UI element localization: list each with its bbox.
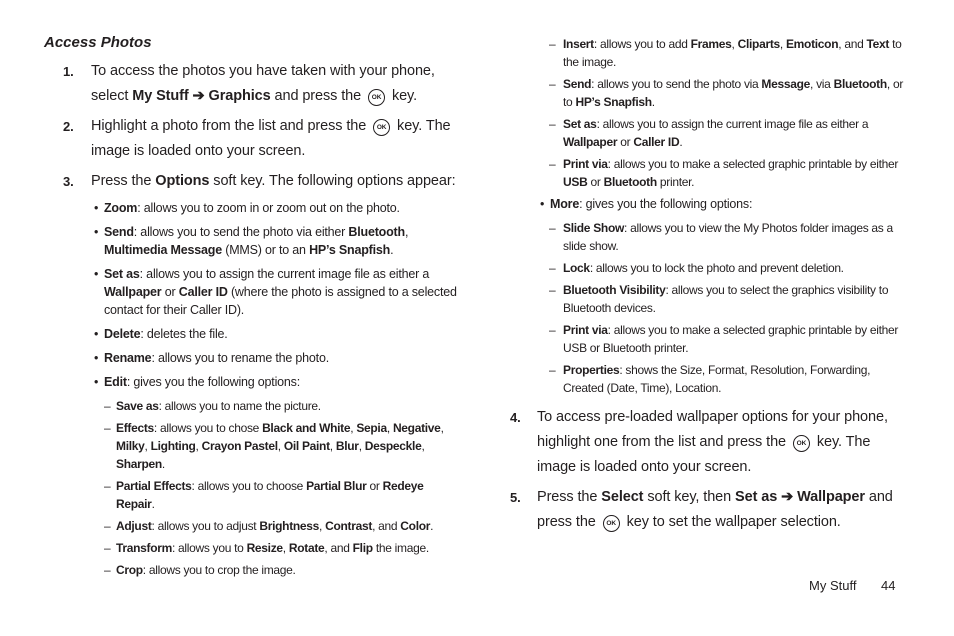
step-2: [44, 114, 464, 164]
option-desc: .: [679, 135, 683, 149]
option-value: Despeckle: [364, 439, 422, 453]
dash-icon: –: [549, 221, 556, 235]
option-desc: : gives you the following options:: [579, 197, 753, 211]
dash-icon: –: [104, 399, 111, 413]
option-desc: : allows you to: [171, 541, 247, 555]
menu-name: My Stuff: [132, 88, 189, 104]
option-value: Sepia: [356, 421, 387, 435]
menu-name: Graphics: [208, 88, 271, 104]
list-item-properties: [549, 361, 905, 397]
list-item-send: [549, 75, 905, 111]
list-item-transform: [104, 539, 464, 557]
option-value: Oil Paint: [283, 439, 330, 453]
ok-key-icon: OK: [603, 515, 620, 532]
option-desc: : allows you to crop the image.: [142, 563, 296, 577]
dash-icon: –: [549, 37, 556, 51]
menu-name: Set as: [735, 489, 778, 505]
option-desc: , and: [372, 519, 401, 533]
option-desc: : allows you to select the graphics visibility to Bluetooth devices.: [563, 283, 889, 315]
option-desc: : allows you to add: [593, 37, 691, 51]
option-name: Lock: [563, 261, 590, 275]
list-item-edit: [94, 373, 464, 391]
step-number: 2.: [63, 119, 74, 134]
softkey-name: Options: [155, 173, 210, 189]
step-number: 5.: [510, 490, 521, 505]
option-value: Emoticon: [785, 37, 839, 51]
dash-icon: –: [549, 363, 556, 377]
option-value: Crayon Pastel: [201, 439, 278, 453]
more-options-list: [510, 219, 905, 397]
option-name: Send: [563, 77, 592, 91]
list-item-send: [94, 223, 464, 259]
option-desc: : allows you to zoom in or zoom out on the photo.: [137, 201, 400, 215]
option-desc: .: [390, 243, 394, 257]
option-value: Sharpen: [116, 457, 162, 471]
option-name: Send: [104, 225, 134, 239]
step-text: key. The image is loaded onto your screen.: [537, 434, 871, 475]
option-desc: ,: [779, 37, 786, 51]
list-item-more: [540, 195, 905, 213]
list-item-lock: [549, 259, 905, 277]
step-1: [44, 59, 464, 109]
option-value: Contrast: [325, 519, 373, 533]
separator: ,: [195, 439, 202, 453]
step-number: 3.: [63, 174, 74, 189]
step-text: soft key. The following options appear:: [209, 173, 456, 189]
option-desc: : gives you the following options:: [126, 375, 300, 389]
option-name: Transform: [116, 541, 172, 555]
option-desc: or: [617, 135, 634, 149]
dash-icon: –: [104, 541, 111, 555]
option-value: Brightness: [259, 519, 320, 533]
option-value: Wallpaper: [563, 135, 618, 149]
option-desc: ,: [404, 225, 409, 239]
step-text: key. The image is loaded onto your screen.: [91, 118, 451, 159]
option-value: Frames: [690, 37, 732, 51]
arrow-icon: ➔: [777, 489, 798, 505]
separator: ,: [144, 439, 151, 453]
edit-options-list: [104, 397, 464, 579]
option-name: Insert: [563, 37, 594, 51]
dash-icon: –: [549, 77, 556, 91]
option-desc: .: [151, 497, 155, 511]
ok-key-icon: OK: [368, 89, 385, 106]
step-text: To access pre-loaded wallpaper options for your phone, highlight one from the list and press the: [537, 409, 888, 450]
option-name: Edit: [104, 375, 127, 389]
option-desc: .: [651, 95, 655, 109]
bullet-icon: •: [94, 375, 99, 389]
option-desc: or: [161, 285, 179, 299]
option-desc: : deletes the file.: [140, 327, 228, 341]
list-item-save-as: [104, 397, 464, 415]
bullet-icon: •: [94, 201, 99, 215]
separator: ,: [386, 421, 393, 435]
separator: ,: [277, 439, 284, 453]
dash-icon: –: [549, 117, 556, 131]
dash-icon: –: [104, 421, 111, 435]
bullet-icon: •: [94, 351, 99, 365]
option-name: Crop: [116, 563, 143, 577]
list-item-set-as: [94, 265, 464, 319]
option-name: Save as: [116, 399, 159, 413]
option-value: HP’s Snapfish: [309, 243, 391, 257]
list-item-insert: [549, 35, 905, 71]
list-item-print-via: [549, 155, 905, 191]
bullet-icon: •: [540, 197, 545, 211]
bullet-icon: •: [94, 267, 99, 281]
option-value: Black and White: [262, 421, 351, 435]
option-desc: , or to: [563, 77, 904, 109]
step-5: [510, 485, 905, 535]
option-value: Cliparts: [737, 37, 780, 51]
option-value: Lighting: [150, 439, 196, 453]
option-desc: : allows you to lock the photo and prevent deletion.: [589, 261, 844, 275]
option-value: Resize: [246, 541, 283, 555]
list-item-delete: [94, 325, 464, 343]
dash-icon: –: [104, 519, 111, 533]
dash-icon: –: [549, 261, 556, 275]
option-desc: : allows you to assign the current image file as either a: [139, 267, 430, 281]
page-number: 44: [881, 578, 896, 593]
option-name: Slide Show: [563, 221, 625, 235]
option-value: Milky: [116, 439, 145, 453]
option-desc: : allows you to adjust: [151, 519, 260, 533]
list-item-set-as: [549, 115, 905, 151]
step-text: Press the: [537, 489, 602, 505]
options-list: [94, 199, 464, 579]
option-desc: the image.: [372, 541, 429, 555]
separator: .: [161, 457, 165, 471]
option-desc: : allows you to chose: [153, 421, 263, 435]
option-desc: : shows the Size, Format, Resolution, Forwarding, Created (Date, Time), Location.: [563, 363, 871, 395]
list-item-partial-effects: [104, 477, 464, 513]
option-desc: or: [366, 479, 383, 493]
option-desc: ,: [282, 541, 289, 555]
option-value: USB: [563, 175, 588, 189]
option-value: Caller ID: [178, 285, 228, 299]
option-value: HP’s Snapfish: [575, 95, 652, 109]
list-item-zoom: [94, 199, 464, 217]
separator: ,: [358, 439, 365, 453]
option-name: More: [550, 197, 580, 211]
separator: ,: [440, 421, 444, 435]
option-name: Effects: [116, 421, 154, 435]
option-desc: ,: [319, 519, 326, 533]
option-desc: : allows you to view the My Photos folder images as a slide show.: [563, 221, 893, 253]
option-value: Bluetooth: [348, 225, 405, 239]
option-name: Set as: [104, 267, 140, 281]
option-value: Bluetooth: [603, 175, 657, 189]
option-value: Bluetooth: [833, 77, 887, 91]
option-desc: : allows you to make a selected graphic printable by either: [607, 157, 899, 171]
option-value: Blur: [335, 439, 359, 453]
option-desc: or: [587, 175, 604, 189]
option-desc: : allows you to choose: [191, 479, 307, 493]
list-item-slide-show: [549, 219, 905, 255]
dash-icon: –: [549, 283, 556, 297]
option-desc: , and: [838, 37, 867, 51]
arrow-icon: ➔: [188, 88, 209, 104]
step-text: key.: [388, 88, 418, 104]
option-desc: : allows you to rename the photo.: [151, 351, 329, 365]
option-value: Caller ID: [633, 135, 680, 149]
option-value: Multimedia Message: [104, 243, 222, 257]
right-column: [510, 35, 905, 540]
option-desc: printer.: [656, 175, 695, 189]
option-value: Flip: [352, 541, 373, 555]
step-number: 4.: [510, 410, 521, 425]
left-column: [44, 34, 464, 583]
step-4: [510, 405, 905, 480]
list-item-print-via: [549, 321, 905, 357]
option-desc: : allows you to assign the current image file as either a: [596, 117, 869, 131]
edit-options-continued: [510, 35, 905, 191]
option-value: Redeye Repair: [116, 479, 424, 511]
bullet-icon: •: [94, 225, 99, 239]
list-item-bluetooth-visibility: [549, 281, 905, 317]
dash-icon: –: [104, 563, 111, 577]
option-name: Zoom: [104, 201, 138, 215]
dash-icon: –: [104, 479, 111, 493]
step-text: and press the: [270, 88, 366, 104]
step-text: key to set the wallpaper selection.: [622, 514, 841, 530]
option-desc: ,: [731, 37, 738, 51]
step-text: and press the: [537, 489, 893, 530]
option-value: Rotate: [288, 541, 325, 555]
list-item-rename: [94, 349, 464, 367]
separator: ,: [350, 421, 357, 435]
option-name: Rename: [104, 351, 152, 365]
separator: ,: [421, 439, 425, 453]
option-name: Bluetooth Visibility: [563, 283, 666, 297]
option-value: Message: [761, 77, 811, 91]
option-desc: , and: [324, 541, 353, 555]
option-name: Partial Effects: [116, 479, 192, 493]
ok-key-icon: OK: [373, 119, 390, 136]
separator: ,: [329, 439, 336, 453]
section-heading: Access Photos: [44, 34, 152, 51]
option-name: Adjust: [116, 519, 152, 533]
option-value: Negative: [392, 421, 441, 435]
option-desc: .: [430, 519, 434, 533]
option-desc: , via: [810, 77, 834, 91]
step-text: soft key, then: [643, 489, 736, 505]
option-name: Print via: [563, 323, 608, 337]
option-value: Wallpaper: [104, 285, 162, 299]
list-item-crop: [104, 561, 464, 579]
option-value: Color: [400, 519, 431, 533]
step-text: Press the: [91, 173, 156, 189]
option-value: Partial Blur: [306, 479, 367, 493]
step-text: To access the photos you have taken with your phone, select: [91, 63, 435, 104]
option-desc: : allows you to make a selected graphic printable by either USB or Bluetooth printer.: [563, 323, 899, 355]
option-name: Set as: [563, 117, 597, 131]
list-item-adjust: [104, 517, 464, 535]
option-name: Properties: [563, 363, 620, 377]
step-3: [44, 169, 464, 194]
option-name: Delete: [104, 327, 141, 341]
step-number: 1.: [63, 64, 74, 79]
menu-name: Wallpaper: [797, 489, 865, 505]
option-desc: : allows you to name the picture.: [158, 399, 321, 413]
option-name: Print via: [563, 157, 608, 171]
softkey-name: Select: [601, 489, 644, 505]
bullet-icon: •: [94, 327, 99, 341]
list-item-effects: [104, 419, 464, 473]
footer-section-title: My Stuff: [809, 578, 857, 593]
dash-icon: –: [549, 323, 556, 337]
ok-key-icon: OK: [793, 435, 810, 452]
option-desc: (MMS) or to an: [221, 243, 310, 257]
option-desc: to the image.: [563, 37, 902, 69]
option-desc: : allows you to send the photo via either: [133, 225, 349, 239]
dash-icon: –: [549, 157, 556, 171]
step-text: Highlight a photo from the list and press the: [91, 118, 371, 134]
option-desc: : allows you to send the photo via: [591, 77, 762, 91]
option-value: Text: [866, 37, 890, 51]
option-desc: (where the photo is assigned to a selected contact for their Caller ID).: [104, 285, 457, 317]
